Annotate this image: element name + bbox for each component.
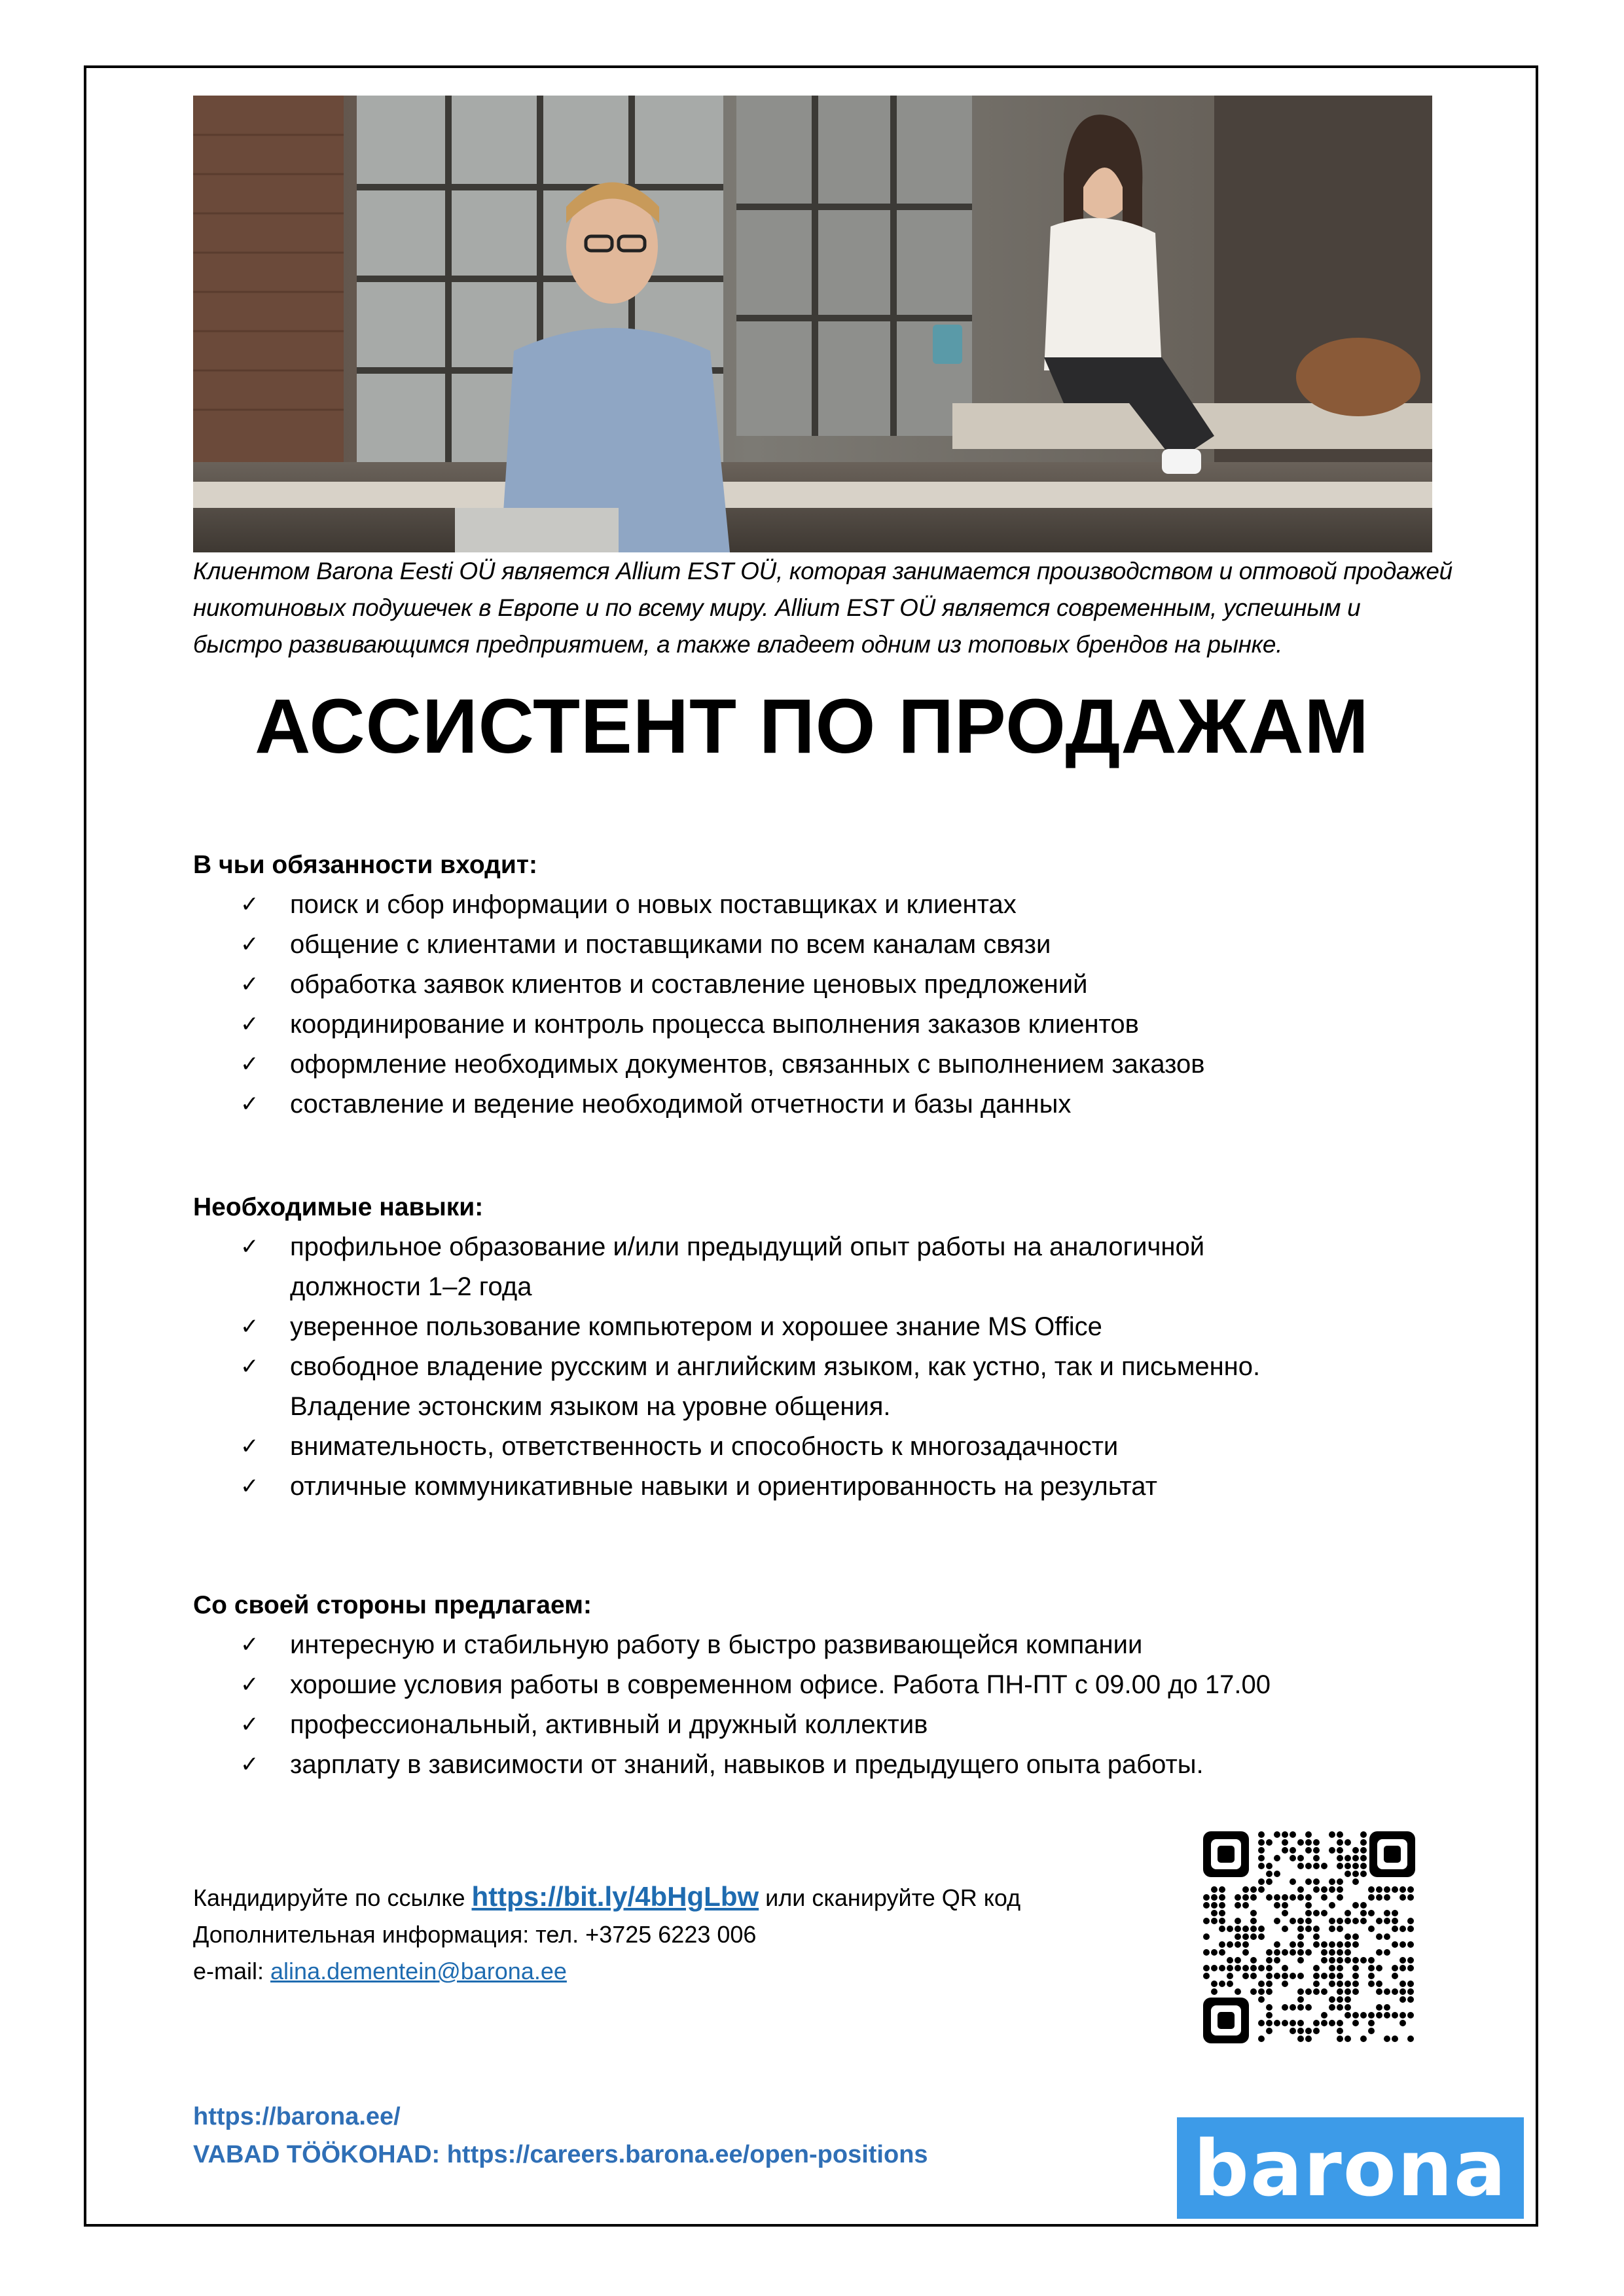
job-title: АССИСТЕНТ ПО ПРОДАЖАМ — [255, 683, 1369, 770]
list-item-text: хорошие условия работы в современном офисе. Работа ПН-ПТ с 09.00 до 17.00 — [290, 1670, 1271, 1699]
list-item — [193, 925, 1470, 965]
footer-jobs-link[interactable]: VABAD TÖÖKOHAD: https://careers.barona.ee/open-positions — [193, 2141, 928, 2168]
list-item — [193, 1625, 1470, 1665]
list-item-text: отличные коммуникативные навыки и ориентированность на результат — [290, 1472, 1157, 1501]
office-photo — [193, 96, 1432, 552]
list-item-text: оформление необходимых документов, связанных с выполнением заказов — [290, 1050, 1205, 1079]
list-item — [193, 1307, 1470, 1347]
email-link[interactable]: alina.dementein@barona.ee — [270, 1958, 567, 1984]
checkmark-icon: ✓ — [240, 1672, 259, 1698]
apply-link[interactable]: https://bit.ly/4bHgLbw — [471, 1881, 759, 1912]
intro-line: никотиновых подушечек в Европе и по всему миру. Allium EST OÜ является современным, успешным и — [193, 594, 1361, 621]
checkmark-icon: ✓ — [240, 1473, 259, 1499]
duties-title: В чьи обязанности входит: — [193, 851, 537, 879]
list-item-text: внимательность, ответственность и способность к многозадачности — [290, 1432, 1119, 1461]
list-item — [193, 1085, 1470, 1124]
checkmark-icon: ✓ — [240, 1433, 259, 1460]
list-item — [193, 1467, 1470, 1507]
info-line: Дополнительная информация: тел. +3725 6223 006 — [193, 1921, 757, 1948]
checkmark-icon: ✓ — [240, 1632, 259, 1658]
list-item — [193, 1705, 1470, 1745]
intro-line: Клиентом Barona Eesti OÜ является Allium EST OÜ, которая занимается производством и оптовой продажей — [193, 558, 1453, 584]
company-intro — [193, 553, 1453, 663]
checkmark-icon: ✓ — [240, 1354, 259, 1380]
intro-line: быстро развивающимся предприятием, а также владеет одним из топовых брендов на рынке. — [193, 631, 1283, 658]
list-item-text: должности 1–2 года — [290, 1272, 532, 1301]
apply-suffix: или сканируйте QR код — [759, 1884, 1021, 1911]
checkmark-icon: ✓ — [240, 1712, 259, 1738]
contact-block — [193, 1878, 1020, 1990]
logo-text: barona — [1193, 2123, 1507, 2214]
checkmark-icon: ✓ — [240, 931, 259, 958]
list-item-text: свободное владение русским и английским языком, как устно, так и письменно. — [290, 1352, 1261, 1381]
checkmark-icon: ✓ — [240, 1091, 259, 1117]
footer-site-link[interactable]: https://barona.ee/ — [193, 2103, 401, 2130]
checkmark-icon: ✓ — [240, 971, 259, 997]
barona-logo — [1177, 2117, 1524, 2219]
skills-title: Необходимые навыки: — [193, 1193, 484, 1221]
checkmark-icon: ✓ — [240, 891, 259, 918]
list-item-text: интересную и стабильную работу в быстро развивающейся компании — [290, 1630, 1143, 1659]
list-item-text: обработка заявок клиентов и составление ценовых предложений — [290, 970, 1088, 999]
duties-list — [193, 885, 1470, 1124]
checkmark-icon: ✓ — [240, 1011, 259, 1037]
qr-code[interactable] — [1198, 1826, 1420, 2049]
email-line — [193, 1953, 1020, 1990]
list-item — [193, 965, 1470, 1005]
apply-line — [193, 1878, 1020, 1916]
checkmark-icon: ✓ — [240, 1751, 259, 1778]
list-item-text: профильное образование и/или предыдущий опыт работы на аналогичной — [290, 1232, 1205, 1261]
list-item-text: Владение эстонским языком на уровне общения. — [290, 1392, 891, 1421]
list-item — [193, 1427, 1470, 1467]
list-item — [193, 1227, 1470, 1307]
checkmark-icon: ✓ — [240, 1234, 259, 1260]
list-item-text: составление и ведение необходимой отчетности и базы данных — [290, 1090, 1072, 1119]
list-item — [193, 1347, 1470, 1427]
checkmark-icon: ✓ — [240, 1051, 259, 1077]
list-item-text: зарплату в зависимости от знаний, навыков и предыдущего опыта работы. — [290, 1750, 1204, 1779]
list-item — [193, 1005, 1470, 1045]
offer-title: Со своей стороны предлагаем: — [193, 1591, 592, 1619]
offer-section — [193, 1586, 1470, 1785]
duties-section — [193, 846, 1470, 1124]
email-prefix: e-mail: — [193, 1958, 271, 1984]
offer-list — [193, 1625, 1470, 1785]
list-item-text: уверенное пользование компьютером и хорошее знание MS Office — [290, 1312, 1102, 1341]
footer — [193, 2098, 928, 2174]
skills-list — [193, 1227, 1470, 1507]
list-item-text: координирование и контроль процесса выполнения заказов клиентов — [290, 1010, 1139, 1039]
checkmark-icon: ✓ — [240, 1314, 259, 1340]
list-item — [193, 885, 1470, 925]
list-item-text: общение с клиентами и поставщиками по всем каналам связи — [290, 930, 1051, 959]
list-item — [193, 1045, 1470, 1085]
skills-section — [193, 1188, 1470, 1507]
list-item-text: профессиональный, активный и дружный коллектив — [290, 1710, 928, 1739]
list-item-text: поиск и сбор информации о новых поставщиках и клиентах — [290, 890, 1017, 919]
apply-prefix: Кандидируйте по ссылке — [193, 1884, 472, 1911]
list-item — [193, 1665, 1470, 1705]
list-item — [193, 1745, 1470, 1785]
